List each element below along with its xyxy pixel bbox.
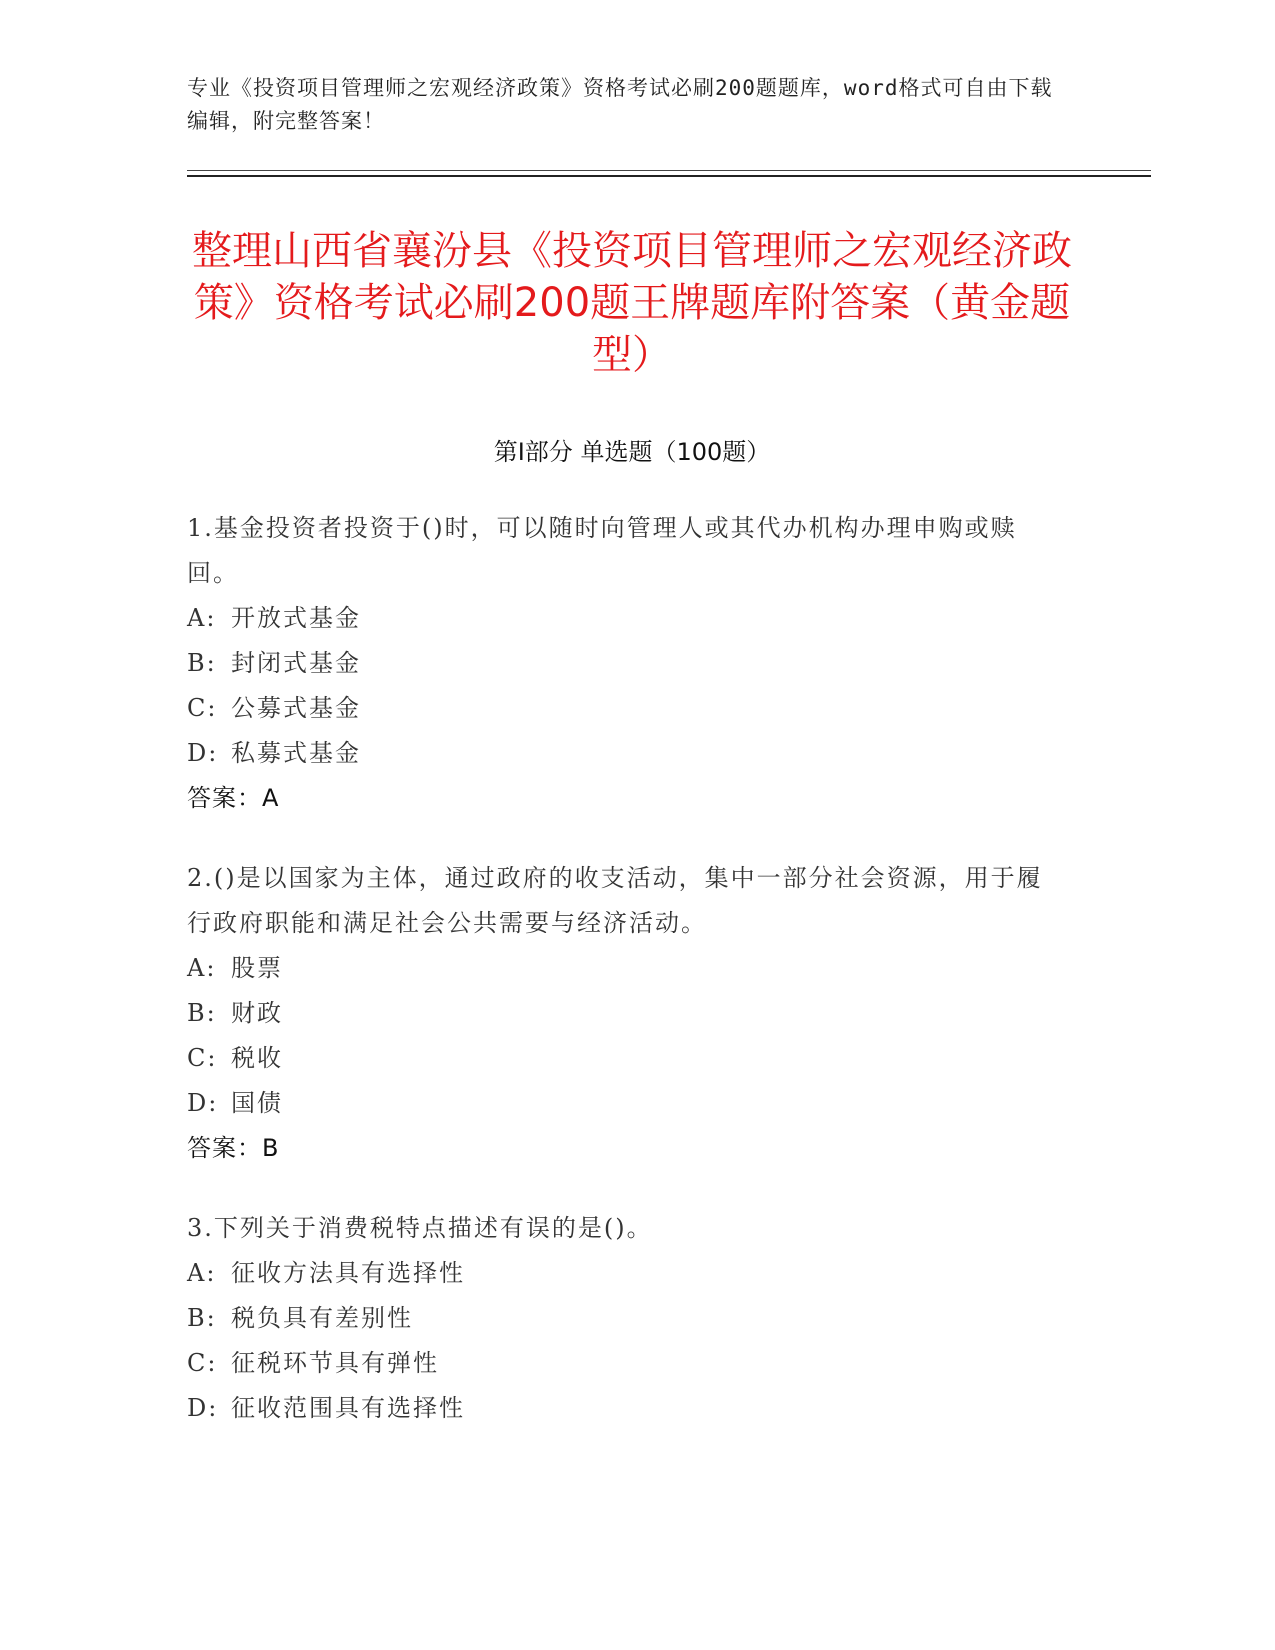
option-key: C: [187,694,218,722]
option-c [187,1036,1067,1081]
header-divider-thick [187,175,1151,177]
option-text: 税负具有差别性 [231,1304,413,1332]
question-3 [187,1206,1067,1431]
option-text: 股票 [231,954,283,982]
document-title: 整理山西省襄汾县《投资项目管理师之宏观经济政策》资格考试必刷200题王牌题库附答案（黄金题型） [192,228,1072,378]
option-key: C: [187,1349,218,1377]
intro-text: 专业《投资项目管理师之宏观经济政策》资格考试必刷200题题库，word格式可自由下载编辑，附完整答案！ [187,76,1053,133]
option-text: 封闭式基金 [231,649,361,677]
option-key: D: [187,739,219,767]
option-text: 征收方法具有选择性 [231,1259,465,1287]
header-divider-thin [187,170,1151,171]
option-c [187,686,1067,731]
option-key: B: [187,999,217,1027]
option-d [187,1386,1067,1431]
option-key: D: [187,1394,219,1422]
option-key: A: [187,954,217,982]
option-key: B: [187,1304,217,1332]
option-c [187,1341,1067,1386]
option-d [187,1081,1067,1126]
question-stem: 1.基金投资者投资于()时，可以随时向管理人或其代办机构办理申购或赎回。 [187,514,1017,587]
option-b [187,641,1067,686]
option-a [187,1251,1067,1296]
option-text: 财政 [231,999,283,1027]
question-stem: 3.下列关于消费税特点描述有误的是()。 [187,1214,653,1242]
question-stem: 2.()是以国家为主体，通过政府的收支活动，集中一部分社会资源，用于履行政府职能和满足社会公共需要与经济活动。 [187,864,1043,937]
option-a [187,596,1067,641]
question-2 [187,856,1067,1171]
question-1 [187,506,1067,821]
option-b [187,991,1067,1036]
answer-line: 答案：B [187,1134,280,1162]
option-text: 开放式基金 [231,604,361,632]
section-heading: 第Ⅰ部分 单选题（100题） [493,438,771,466]
option-text: 私募式基金 [231,739,361,767]
option-a [187,946,1067,991]
option-key: A: [187,1259,217,1287]
answer-line: 答案：A [187,784,280,812]
option-text: 公募式基金 [231,694,361,722]
option-key: A: [187,604,217,632]
option-text: 征税环节具有弹性 [231,1349,439,1377]
option-key: C: [187,1044,218,1072]
option-key: D: [187,1089,219,1117]
option-text: 税收 [231,1044,283,1072]
option-text: 国债 [231,1089,283,1117]
option-key: B: [187,649,217,677]
option-text: 征收范围具有选择性 [231,1394,465,1422]
option-d [187,731,1067,776]
option-b [187,1296,1067,1341]
